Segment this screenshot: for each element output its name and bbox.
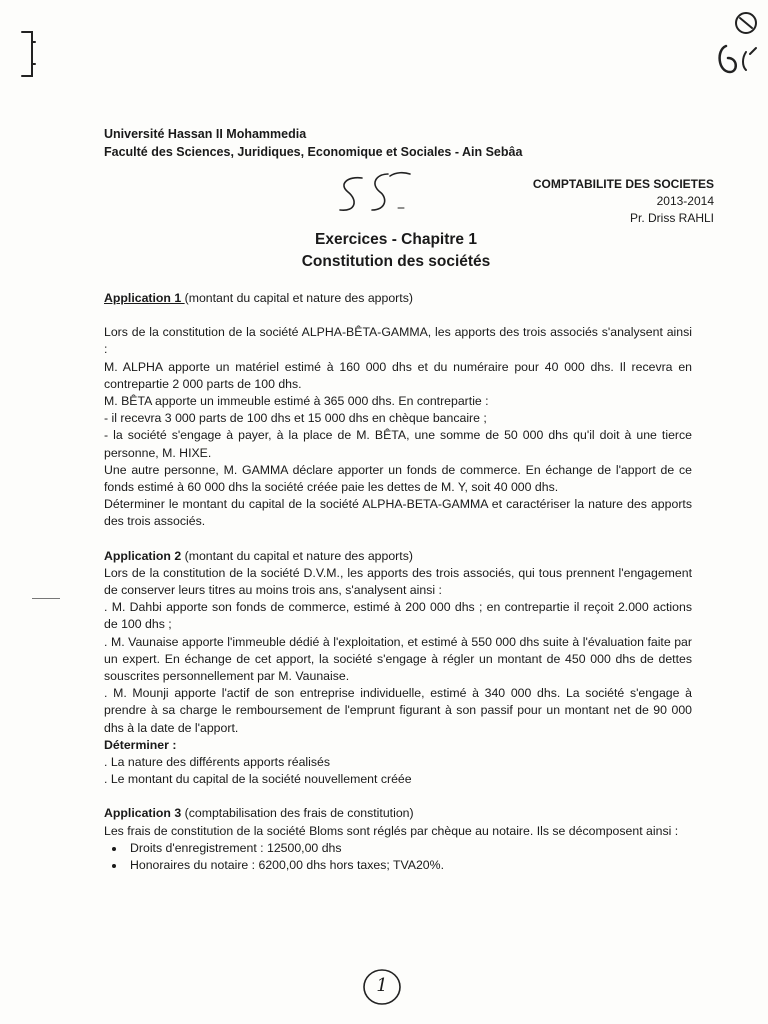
handwritten-bracket-mark	[14, 28, 40, 82]
course-name: COMPTABILITE DES SOCIETES	[532, 177, 714, 191]
app2-paragraph: . M. Dahbi apporte son fonds de commerce, estimé à 200 000 dhs ; en contrepartie il reçoit 2.000 actions de 100 dhs ;	[104, 600, 692, 632]
application-3-note: (comptabilisation des frais de constitution)	[184, 806, 414, 821]
course-professor: Pr. Driss RAHLI	[629, 211, 714, 225]
handwritten-grade-mark	[712, 6, 768, 86]
list-item: • Honoraires du notaire : 6200,00 dhs hors taxes; TVA20%.	[126, 857, 692, 874]
course-info	[533, 176, 714, 227]
determine-label: Déterminer :	[104, 737, 177, 752]
page-number	[360, 965, 404, 1009]
application-2-title: Application 2	[104, 548, 185, 563]
app1-paragraph: Déterminer le montant du capital de la société ALPHA-BETA-GAMMA et caractériser la nature des apports des trois associés.	[104, 497, 692, 529]
application-1-note: (montant du capital et nature des apports)	[184, 291, 413, 305]
app1-paragraph: Une autre personne, M. GAMMA déclare apporter un fonds de commerce. En échange de l'apport de ce fonds estimé à 60 000 dhs la société créée paie les dettes de M. Y, soit 40 000 dhs.	[104, 462, 692, 495]
determine-item: . Le montant du capital de la société nouvellement créée	[104, 772, 412, 787]
institution-header	[104, 125, 522, 161]
app1-paragraph: - la société s'engage à payer, à la place de M. BÊTA, une somme de 50 000 dhs qu'il doit à une tierce personne, M. HIXE.	[104, 428, 692, 460]
margin-dash	[32, 598, 60, 599]
title-line-1: Exercices - Chapitre 1	[315, 231, 477, 248]
application-1-title: Application 1	[104, 291, 185, 305]
determine-item: . La nature des différents apports réalisés	[104, 755, 331, 770]
exercise-body	[104, 290, 692, 874]
application-1-heading	[104, 290, 692, 307]
app3-paragraph: Les frais de constitution de la société Bloms sont réglés par chèque au notaire. Ils se décomposent ainsi :	[104, 823, 679, 838]
handwritten-ss-mark	[330, 168, 420, 218]
title-line-2: Constitution des sociétés	[301, 253, 491, 270]
application-3-title: Application 3	[104, 806, 185, 821]
page-number-text: 1	[376, 975, 388, 996]
app1-paragraph: M. ALPHA apporte un matériel estimé à 160 000 dhs et du numéraire pour 40 000 dhs. Il recevra en contrepartie 2 000 parts de 100 dhs.	[104, 359, 692, 391]
app1-paragraph: M. BÊTA apporte un immeuble estimé à 365 000 dhs. En contrepartie :	[104, 394, 489, 409]
list-item: • Droits d'enregistrement : 12500,00 dhs	[126, 840, 692, 857]
university-name: Université Hassan II Mohammedia	[104, 127, 307, 141]
app2-paragraph: . M. Mounji apporte l'actif de son entreprise individuelle, estimé à 340 000 dhs. La société s'engage à prendre à sa charge le remboursement de l'emprunt figurant à son passif pour un montant net de 90 000 dhs à la date de l'apport.	[104, 686, 692, 735]
application-3-heading	[104, 805, 692, 822]
document-title	[0, 229, 768, 273]
app2-paragraph: Lors de la constitution de la société D.V.M., les apports des trois associés, qui tous prennent l'engagement de conserver leurs titres au moins trois ans, s'analysent ainsi :	[104, 565, 692, 598]
application-2-note: (montant du capital et nature des apports)	[184, 548, 413, 563]
app1-paragraph: - il recevra 3 000 parts de 100 dhs et 15 000 dhs en chèque bancaire ;	[104, 411, 487, 426]
application-2-heading	[104, 548, 692, 565]
faculty-name: Faculté des Sciences, Juridiques, Economique et Sociales - Ain Sebâa	[104, 145, 523, 159]
app3-list	[104, 840, 692, 874]
course-year: 2013-2014	[656, 194, 714, 208]
app2-paragraph: . M. Vaunaise apporte l'immeuble dédié à l'exploitation, et estimé à 550 000 dhs suite à l'évaluation faite par un expert. En échange de cet apport, la société s'engage à régler un montant de 450 000 dhs de dettes souscrites personnellement par M. Vaunaise.	[104, 634, 692, 684]
app1-paragraph: Lors de la constitution de la société ALPHA-BÊTA-GAMMA, les apports des trois associés s'analysent ainsi :	[104, 325, 692, 357]
